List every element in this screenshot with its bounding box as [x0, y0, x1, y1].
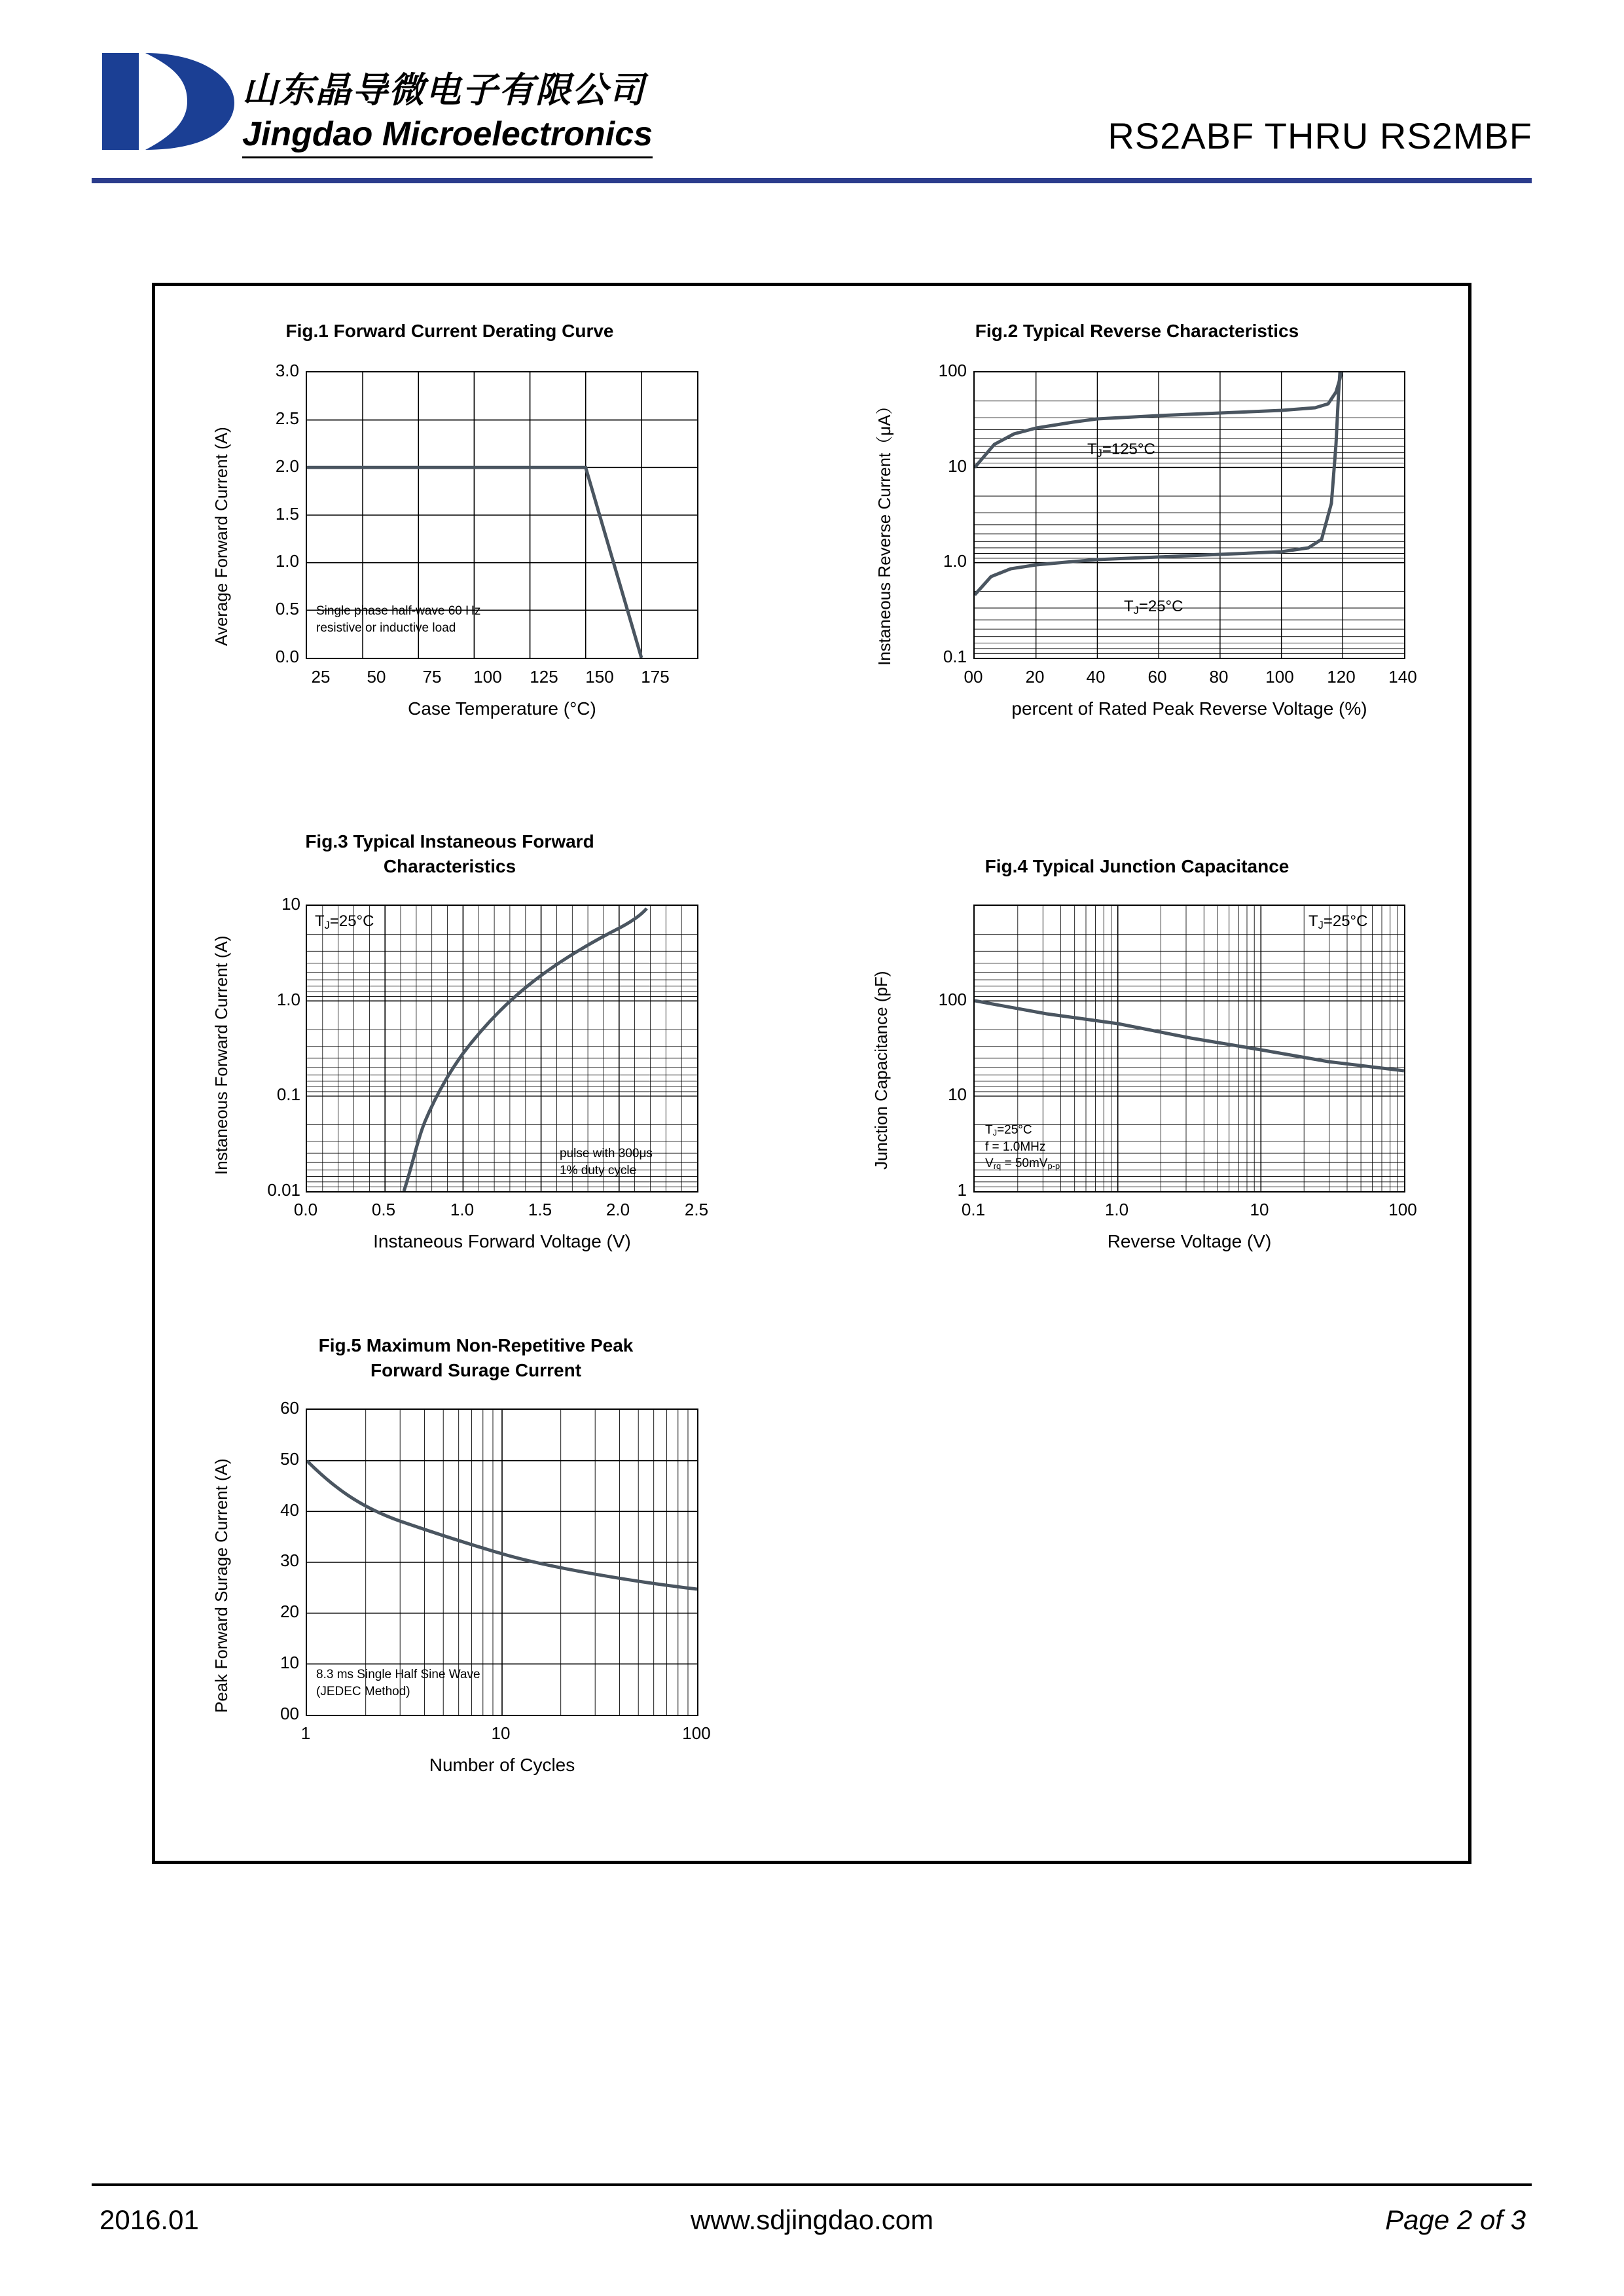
company-name-en: Jingdao Microelectronics — [242, 115, 653, 158]
figure-5-xtick-10: 10 — [491, 1723, 511, 1743]
figure-3 — [181, 829, 718, 1274]
figure-5-note: 8.3 ms Single Half Sine Wave (JEDEC Method) — [316, 1668, 480, 1698]
company-name-cn: 山东晶导微电子有限公司 — [242, 69, 645, 111]
figure-4-annotation-25c-top: $T_J=25^\circ C$ — [1308, 912, 1368, 932]
figure-2-ytick-100: 100 — [938, 361, 967, 380]
figure-4-title: Fig.4 Typical Junction Capacitance — [984, 856, 1290, 876]
figure-3-ytick-0p01: 0.01 — [267, 1180, 300, 1200]
figure-3-title-line2: Characteristics — [383, 855, 516, 876]
figure-2-annotation-25c: $T_J=25^\circ C$ — [1124, 598, 1183, 617]
figure-1-xtick-125: 125 — [530, 667, 558, 687]
figure-1-xlabel: Case Temperature (°C) — [408, 698, 596, 719]
figure-3-ytick-0p1: 0.1 — [276, 1085, 300, 1104]
figure-5 — [181, 1333, 770, 1791]
figure-4-ytick-1: 1 — [957, 1180, 967, 1200]
figure-3-xtick-1p0: 1.0 — [450, 1200, 475, 1219]
figure-3-note: pulse with 300μs 1% duty cycle — [560, 1147, 653, 1177]
figure-5-plot — [306, 1408, 698, 1716]
figure-1-note: Single phase half-wave 60 Hz resistive or inductive load — [316, 604, 481, 635]
figure-1-plot — [306, 371, 698, 659]
figure-3-ytick-10: 10 — [281, 894, 300, 914]
figure-1-ytick-3: 3.0 — [275, 361, 299, 380]
figure-1-xtick-50: 50 — [367, 667, 386, 687]
figure-1-xtick-150: 150 — [585, 667, 614, 687]
figure-2-xtick-120: 120 — [1327, 667, 1356, 687]
figure-3-xtick-2p0: 2.0 — [605, 1200, 630, 1219]
figure-3-title-line1: Fig.3 Typical Instaneous Forward — [305, 831, 594, 852]
figure-3-xtick-0p0: 0.0 — [293, 1200, 318, 1219]
figure-1-xtick-75: 75 — [422, 667, 442, 687]
figure-1-title: Fig.1 Forward Current Derating Curve — [285, 321, 614, 341]
figure-2-plot — [973, 371, 1405, 659]
figure-2-xtick-140: 140 — [1388, 667, 1417, 687]
figure-5-ytick-60: 60 — [280, 1398, 299, 1418]
figure-5-ytick-00: 00 — [280, 1704, 299, 1723]
figure-2-ylabel: Instaneous Reverse Current（μA） — [875, 397, 894, 666]
figure-1-xtick-100: 100 — [473, 667, 502, 687]
figure-3-ytick-1p0: 1.0 — [276, 990, 300, 1009]
figure-2-xlabel: percent of Rated Peak Reverse Voltage (%) — [1011, 698, 1367, 719]
figure-3-xtick-1p5: 1.5 — [528, 1200, 552, 1219]
figure-5-title-line2: Forward Surage Current — [370, 1359, 582, 1380]
figure-5-title-line1: Fig.5 Maximum Non-Repetitive Peak — [318, 1335, 634, 1355]
figure-4-note: $T_J=25^\circ C$ f = 1.0MHz $V_{rq} = 50mV_{p-p}$ — [985, 1123, 1060, 1172]
footer-divider — [92, 2183, 1532, 2186]
figure-2-xtick-100: 100 — [1265, 667, 1294, 687]
figure-5-xlabel: Number of Cycles — [429, 1755, 575, 1775]
figure-4-ytick-100: 100 — [938, 990, 967, 1009]
figure-2-xtick-40: 40 — [1086, 667, 1106, 687]
figure-1-ytick-1p5: 1.5 — [275, 504, 299, 524]
figure-4-plot — [973, 905, 1405, 1193]
figure-2-ytick-1: 1.0 — [943, 551, 967, 571]
figure-1-xtick-25: 25 — [311, 667, 331, 687]
figure-1 — [181, 319, 718, 738]
figure-5-ytick-20: 20 — [280, 1602, 299, 1621]
figure-2-xtick-00: 00 — [964, 667, 983, 687]
figure-5-xtick-100: 100 — [682, 1723, 711, 1743]
footer-page-number: Page 2 of 3 — [1385, 2204, 1526, 2235]
figure-2-xtick-20: 20 — [1025, 667, 1045, 687]
figure-3-annotation-25c: $T_J=25^\circ C$ — [315, 912, 374, 932]
figure-5-ytick-50: 50 — [280, 1449, 299, 1469]
figure-3-plot — [306, 905, 698, 1193]
figure-5-ytick-10: 10 — [280, 1653, 299, 1672]
figure-4-ytick-10: 10 — [948, 1085, 967, 1104]
page-title: RS2ABF THRU RS2MBF — [1108, 115, 1532, 156]
figure-2 — [842, 319, 1432, 738]
figure-4-xtick-100: 100 — [1388, 1200, 1417, 1219]
figure-1-xtick-175: 175 — [641, 667, 670, 687]
figure-4-xlabel: Reverse Voltage (V) — [1107, 1231, 1272, 1251]
figure-5-ytick-40: 40 — [280, 1500, 299, 1520]
figure-3-xlabel: Instaneous Forward Voltage (V) — [373, 1231, 631, 1251]
figure-5-ylabel: Peak Forward Surage Current (A) — [211, 1458, 231, 1713]
figure-2-title: Fig.2 Typical Reverse Characteristics — [975, 321, 1299, 341]
footer-url[interactable]: www.sdjingdao.com — [690, 2204, 934, 2235]
figure-5-xtick-1: 1 — [300, 1723, 311, 1743]
figure-2-ytick-0p1: 0.1 — [943, 647, 967, 666]
header-divider — [92, 178, 1532, 183]
figure-1-ytick-1: 1.0 — [275, 551, 299, 571]
figure-4-xtick-0p1: 0.1 — [961, 1200, 986, 1219]
jingdao-logo-icon — [99, 49, 237, 154]
figure-4 — [842, 829, 1432, 1274]
page-header — [0, 0, 1624, 190]
figure-2-xtick-80: 80 — [1209, 667, 1229, 687]
figure-4-xtick-10: 10 — [1250, 1200, 1269, 1219]
figure-3-xtick-2p5: 2.5 — [684, 1200, 709, 1219]
figure-3-xtick-0p5: 0.5 — [371, 1200, 396, 1219]
figure-4-xtick-1p0: 1.0 — [1104, 1200, 1129, 1219]
charts-frame — [152, 283, 1471, 1864]
figure-2-xtick-60: 60 — [1147, 667, 1167, 687]
figure-1-ytick-0: 0.0 — [275, 647, 299, 666]
figure-2-annotation-125c: $T_J=125^\circ C$ — [1087, 440, 1155, 460]
figure-2-ytick-10: 10 — [948, 456, 967, 476]
figure-1-ytick-2p5: 2.5 — [275, 408, 299, 428]
figure-1-ytick-2: 2.0 — [275, 456, 299, 476]
footer-date: 2016.01 — [99, 2204, 199, 2235]
figure-1-ytick-0p5: 0.5 — [275, 599, 299, 619]
figure-5-title — [181, 1333, 770, 1383]
figure-1-ylabel: Average Forward Current (A) — [211, 427, 231, 646]
figure-4-ylabel: Junction Capacitance (pF) — [871, 971, 891, 1170]
figure-3-title — [181, 829, 718, 879]
figure-3-ylabel: Instaneous Forward Current (A) — [211, 935, 231, 1175]
figure-5-ytick-30: 30 — [280, 1551, 299, 1570]
